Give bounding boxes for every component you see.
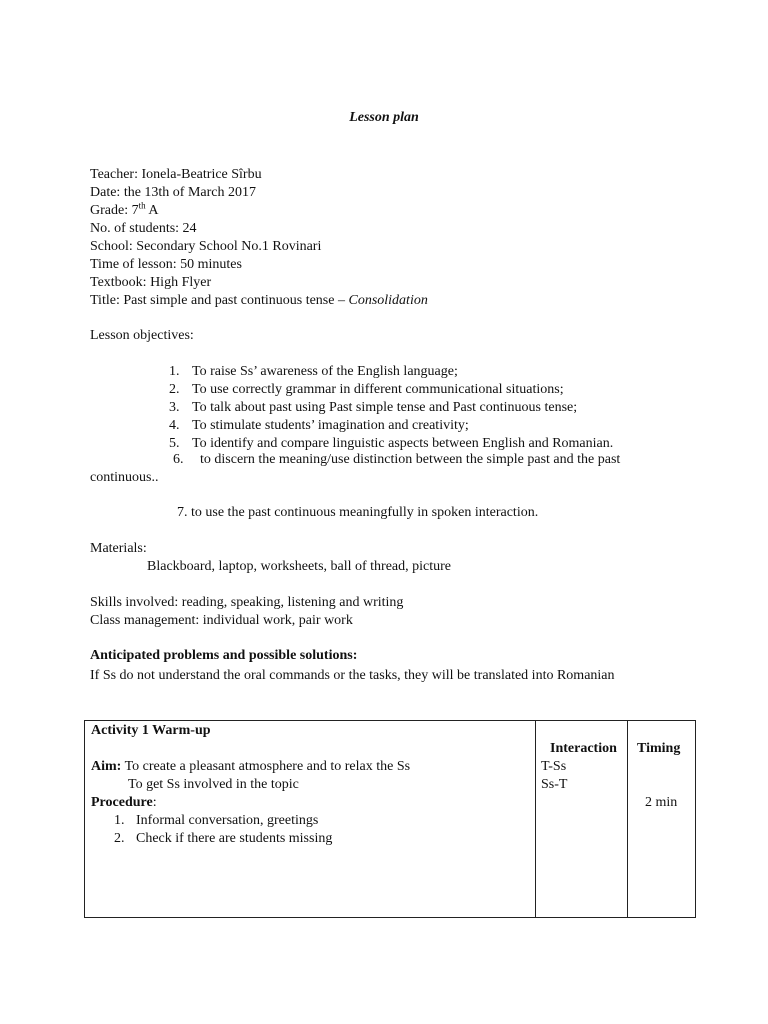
- step-text: Informal conversation, greetings: [136, 813, 319, 828]
- step-number: 2.: [114, 831, 125, 846]
- anticipated-text: If Ss do not understand the oral commands or the tasks, they will be translated into Romanian: [90, 668, 615, 683]
- grade-suffix: A: [145, 203, 159, 218]
- interaction-value: Ss-T: [541, 777, 568, 792]
- objective-number: 5.: [169, 436, 180, 451]
- timing-value: 2 min: [645, 795, 678, 810]
- objective-text: To identify and compare linguistic aspects between English and Romanian.: [192, 436, 614, 451]
- objective-text: To stimulate students’ imagination and creativity;: [192, 418, 469, 433]
- materials-list: Blackboard, laptop, worksheets, ball of thread, picture: [147, 559, 452, 574]
- skills-section: [90, 594, 403, 630]
- aim-line-2: To get Ss involved in the topic: [128, 777, 299, 792]
- objective-number: 4.: [169, 418, 180, 433]
- aim-line: [91, 759, 410, 775]
- objective-text: To raise Ss’ awareness of the English language;: [192, 364, 458, 379]
- title-prefix: Title: Past simple and past continuous tense –: [90, 293, 349, 308]
- objective-number: 6.: [173, 452, 184, 467]
- procedure-line: [91, 795, 157, 811]
- skills-line: Skills involved: reading, speaking, listening and writing: [90, 595, 404, 610]
- objective-text: To talk about past using Past simple tense and Past continuous tense;: [192, 400, 578, 415]
- interaction-header: Interaction: [550, 741, 617, 756]
- objective-number: 3.: [169, 400, 180, 415]
- title-line: [90, 292, 428, 310]
- aim-text: To create a pleasant atmosphere and to relax the Ss: [121, 759, 411, 774]
- title-italic: Consolidation: [348, 293, 428, 308]
- procedure-label: Procedure: [91, 795, 153, 810]
- objectives-label: Lesson objectives:: [90, 328, 194, 343]
- objective-number: 1.: [169, 364, 180, 379]
- activity-table: [84, 720, 696, 918]
- students-line: No. of students: 24: [90, 221, 197, 236]
- objective-7: 7. to use the past continuous meaningfully in spoken interaction.: [177, 505, 539, 520]
- objective-item: [169, 363, 613, 381]
- page-title: Lesson plan: [349, 110, 419, 125]
- objective-6: [173, 452, 620, 468]
- step-number: 1.: [114, 813, 125, 828]
- step-text: Check if there are students missing: [136, 831, 333, 846]
- timing-header: Timing: [637, 741, 681, 756]
- objective-item: [169, 417, 613, 435]
- objective-number: 2.: [169, 382, 180, 397]
- anticipated-heading: Anticipated problems and possible solutions:: [90, 648, 358, 663]
- column-divider: [627, 721, 628, 917]
- objective-text: to discern the meaning/use distinction between the simple past and the past: [200, 452, 621, 467]
- objective-6-continuation: continuous..: [90, 470, 159, 485]
- date-line: Date: the 13th of March 2017: [90, 185, 257, 200]
- grade-prefix: Grade: 7: [90, 203, 139, 218]
- objective-item: [169, 381, 613, 399]
- objective-item: [169, 399, 613, 417]
- column-divider: [535, 721, 536, 917]
- procedure-step: [114, 813, 318, 829]
- lesson-info: [90, 166, 428, 310]
- materials-label: Materials:: [90, 541, 147, 556]
- teacher-line: Teacher: Ionela-Beatrice Sîrbu: [90, 167, 262, 182]
- procedure-step: [114, 831, 332, 847]
- class-management-line: Class management: individual work, pair work: [90, 613, 353, 628]
- activity-heading: Activity 1 Warm-up: [91, 723, 211, 738]
- interaction-value: T-Ss: [541, 759, 567, 774]
- textbook-line: Textbook: High Flyer: [90, 275, 212, 290]
- procedure-colon: :: [152, 795, 157, 810]
- grade-line: [90, 202, 428, 220]
- aim-label: Aim:: [91, 759, 122, 774]
- objectives-list: [169, 363, 613, 453]
- school-line: School: Secondary School No.1 Rovinari: [90, 239, 322, 254]
- time-line: Time of lesson: 50 minutes: [90, 257, 242, 272]
- objective-item: [169, 435, 613, 453]
- objective-text: To use correctly grammar in different communicational situations;: [192, 382, 564, 397]
- grade-sup: th: [138, 200, 146, 211]
